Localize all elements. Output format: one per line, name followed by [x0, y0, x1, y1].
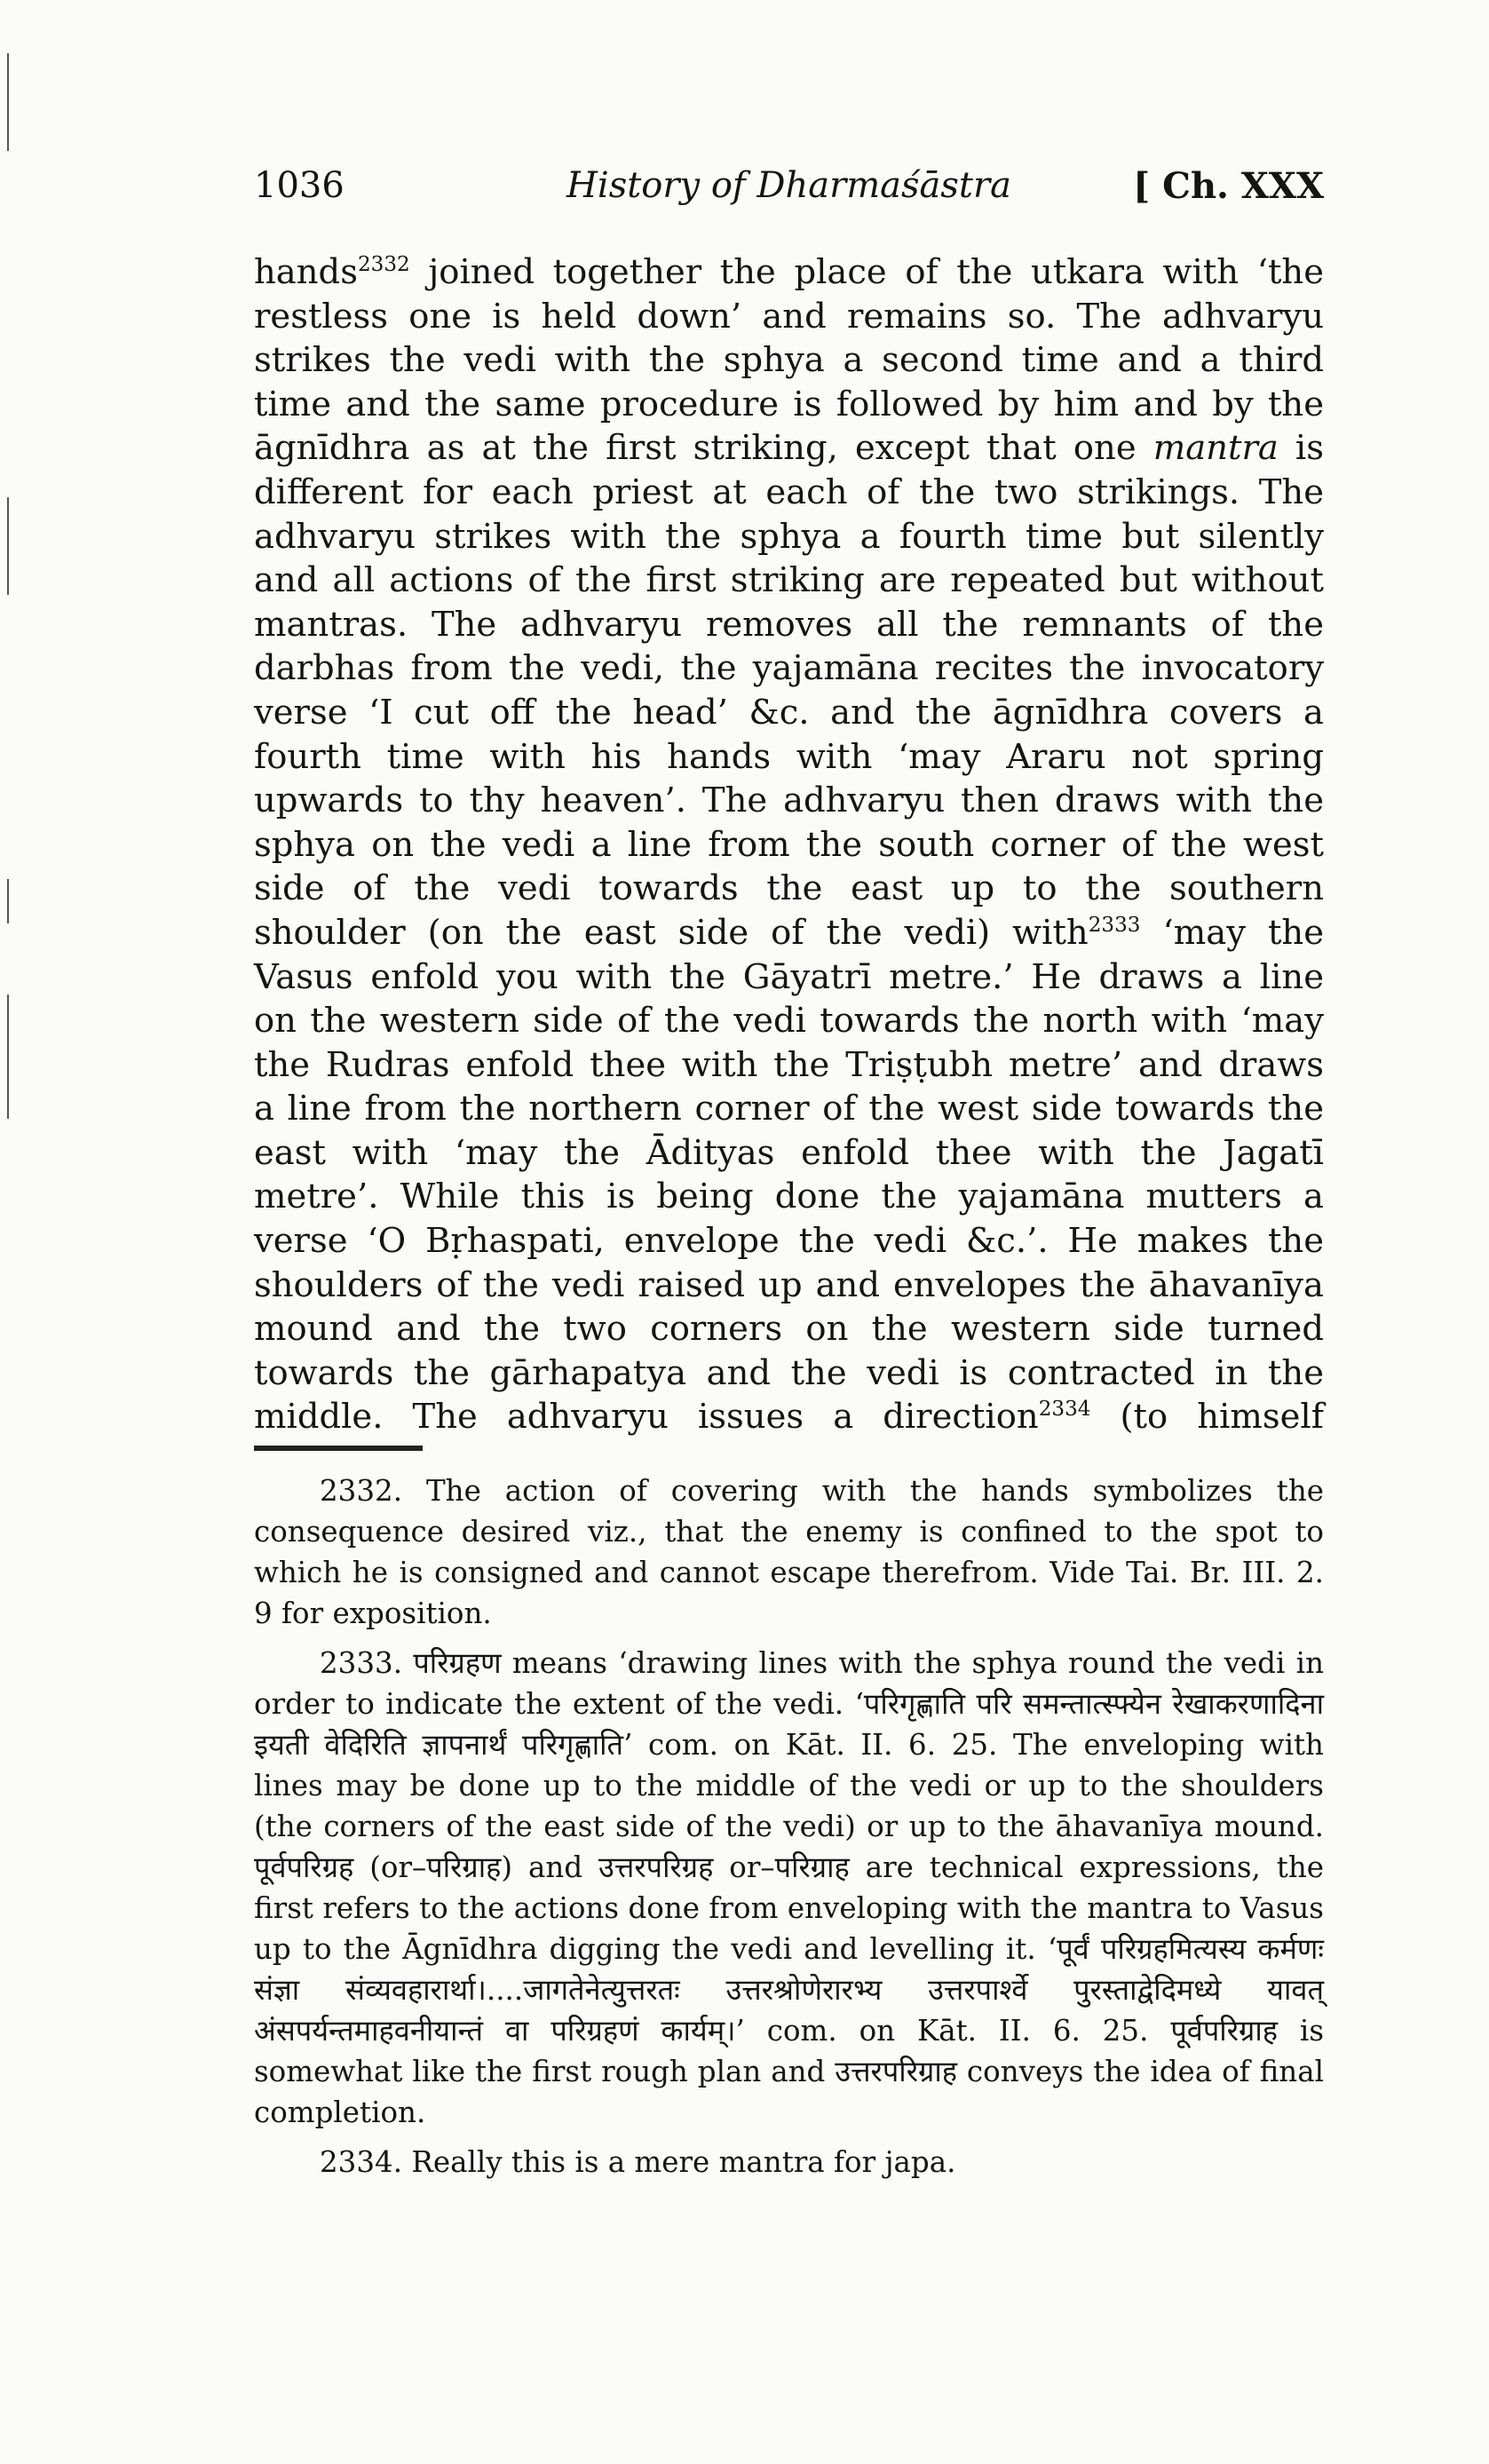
page-number: 1036	[254, 165, 345, 206]
chapter-label: [ Ch. XXX	[1133, 165, 1324, 207]
footnote-2333: 2333. परिग्रहण means ‘drawing lines with the sphya round the vedi in order to indicate the extent of the vedi. ‘परिगृह्णाति परि समन्तात्स्फ्येन रेखाकरणादिना इयती वेदिरिति ज्ञापनार्थं परिगृह्णाति’ com. on Kāt. II. 6. 25. The enveloping with lines may be done up to the middle of the vedi or up to the shoulders (the corners of the east side of the vedi) or up to the āhavanīya mound. पूर्वपरिग्रह (or–परिग्राह) and उत्तरपरिग्रह or–परिग्राह are technical expressions, the first refers to the actions done from enveloping with the mantra to Vasus up to the Āgnīdhra digging the vedi and levelling it. ‘पूर्वं परिग्रहमित्यस्य कर्मणः संज्ञा संव्यवहारार्था।....जागतेनेत्युत्तरतः उत्तरश्रोणेरारभ्य उत्तरपार्श्वे पुरस्ताद्वेदिमध्ये यावत् अंसपर्यन्तमाहवनीयान्तं वा परिग्रहणं कार्यम्।’ com. on Kāt. II. 6. 25. पूर्वपरिग्राह is somewhat like the first rough plan and उत्तरपरिग्राह conveys the idea of final completion.	[254, 1646, 1324, 2129]
footnote-ref-2333: 2333	[1088, 914, 1141, 938]
footnote-separator	[254, 1446, 423, 1451]
footnotes	[254, 1470, 1324, 2191]
scan-margin-line	[7, 53, 9, 151]
running-title: History of Dharmaśāstra	[566, 165, 1011, 206]
footnote-2332: 2332. The action of covering with the hands symbolizes the consequence desired viz., that the enemy is confined to the spot to which he is consigned and cannot escape therefrom. Vide Tai. Br. III. 2. 9 for exposition.	[254, 1474, 1324, 1630]
footnote-ref-2332: 2332	[357, 253, 410, 277]
footnote-2334: 2334. Really this is a mere mantra for japa.	[320, 2145, 956, 2179]
scan-margin-line	[7, 497, 9, 595]
main-paragraph: hands$^{2332}$ joined together the place of the utkara with ‘the restless one is held down’ and remains so. The adhvaryu strikes the vedi with the sphya a second time and a third time and the same procedure is followed by him and by the āgnīdhra as at the first striking, except that one mantra is different for each priest at each of the two strikings. The adhvaryu strikes with the sphya a fourth time but silently and all actions of the first striking are repeated but without mantras. The adhvaryu removes all the remnants of the darbhas from the vedi, the yajamāna recites the invocatory verse ‘I cut off the head’ &c. and the āgnīdhra covers a fourth time with his hands with ‘may Araru not spring upwards to thy heaven’. The adhvaryu then draws with the sphya on the vedi a line from the south corner of the west side of the vedi towards the east up to the southern shoulder (on the east side of the vedi) with$^{2333}$ ‘may the Vasus enfold you with the Gāyatrī metre.’ He draws a line on the western side of the vedi towards the north with ‘may the Rudras enfold thee with the Triṣṭubh metre’ and draws a line from the northern corner of the west side towards the east with ‘may the Ādityas enfold thee with the Jagatī metre’. While this is being done the yajamāna mutters a verse ‘O Bṛhaspati, envelope the vedi &c.’. He makes the shoulders of the vedi raised up and envelopes the āhavanīya mound and the two corners on the western side turned towards the gārhapatya and the vedi is contracted in the middle. The adhvaryu issues a direction$^{2334}$ (to himself	[254, 252, 1324, 1438]
main-text	[254, 250, 1324, 1439]
footnote-ref-2334: 2334	[1038, 1398, 1091, 1422]
scan-margin-line	[7, 994, 9, 1119]
page-header	[254, 165, 1324, 218]
scan-margin-line	[7, 879, 9, 923]
